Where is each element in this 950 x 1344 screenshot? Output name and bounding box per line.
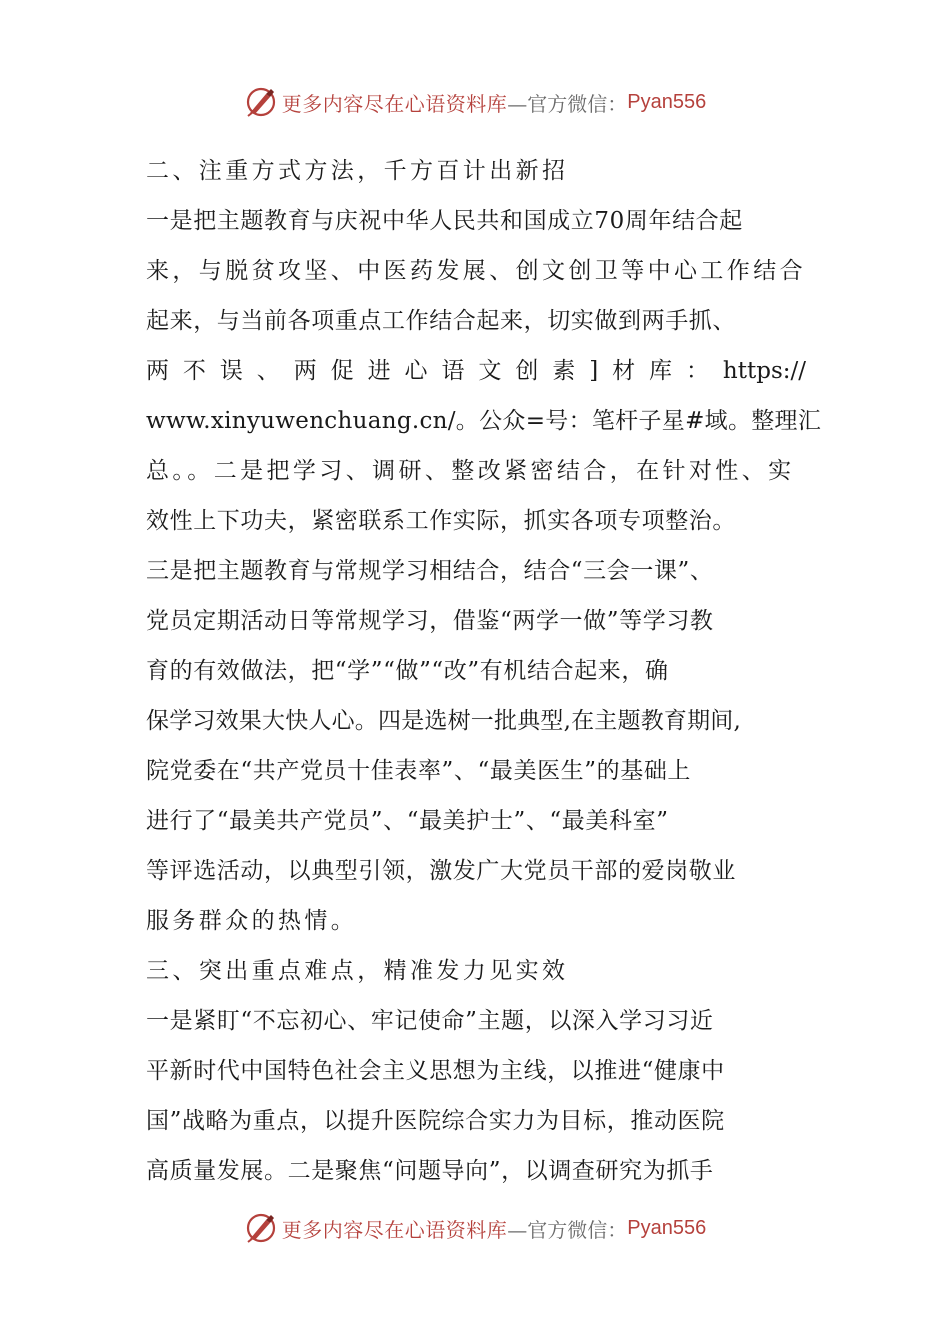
paragraph-line: 平新时代中国特色社会主义思想为主线，以推进“健康中 [146,1058,725,1084]
paragraph-line: 国”战略为重点，以提升医院综合实力为目标，推动医院 [146,1108,725,1134]
paragraph-line: www.xinyuwenchuang.cn/。公众=号：笔杆子星#域。整理汇 [146,408,822,434]
paragraph-line: 进行了“最美共产党员”、“最美护士”、“最美科室” [146,808,669,834]
paragraph-line: 来，与脱贫攻坚、中医药发展、创文创卫等中心工作结合 [146,258,806,284]
footer-official-label: —官方微信： [507,1217,628,1242]
header-banner [0,82,950,122]
paragraph-line: 两不误、两促进心语文创素]材库：https:// [146,358,806,384]
paragraph-line: 三是把主题教育与常规学习相结合，结合“三会一课”、 [146,558,714,584]
paragraph-line: 一是把主题教育与庆祝中华人民共和国成立70周年结合起 [146,208,743,234]
footer-wechat-id: Pyan556 [627,1216,707,1239]
header-official-label: —官方微信： [507,91,628,116]
paragraph-line: 一是紧盯“不忘初心、牢记使命”主题，以深入学习习近 [146,1008,714,1034]
paragraph-line: 党员定期活动日等常规学习，借鉴“两学一做”等学习教 [146,608,714,634]
header-wechat-id: Pyan556 [627,90,707,113]
pen-logo-icon [244,1211,278,1245]
paragraph-line: 效性上下功夫，紧密联系工作实际，抓实各项专项整治。 [146,508,736,534]
document-body [146,146,822,1196]
footer-site-name: 更多内容尽在心语资料库 [281,1217,508,1242]
footer-banner [0,1208,950,1248]
paragraph-line: 院党委在“共产党员十佳表率”、“最美医生”的基础上 [146,758,692,784]
paragraph-line: 总。。二是把学习、调研、整改紧密结合，在针对性、实 [146,458,795,484]
section-heading-2: 二、注重方式方法，千方百计出新招 [146,158,569,184]
section-heading-3: 三、突出重点难点，精准发力见实效 [146,958,569,984]
pen-logo-icon [244,85,278,119]
header-site-name: 更多内容尽在心语资料库 [281,91,508,116]
paragraph-line: 育的有效做法，把“学”“做”“改”有机结合起来，确 [146,658,669,684]
paragraph-line: 服务群众的热情。 [146,908,358,934]
paragraph-line: 保学习效果大快人心。四是选树一批典型,在主题教育期间, [146,708,742,734]
paragraph-line: 等评选活动，以典型引领，激发广大党员干部的爱岗敬业 [146,858,736,884]
paragraph-line: 起来，与当前各项重点工作结合起来，切实做到两手抓、 [146,308,736,334]
paragraph-line: 高质量发展。二是聚焦“问题导向”，以调查研究为抓手 [146,1158,714,1184]
